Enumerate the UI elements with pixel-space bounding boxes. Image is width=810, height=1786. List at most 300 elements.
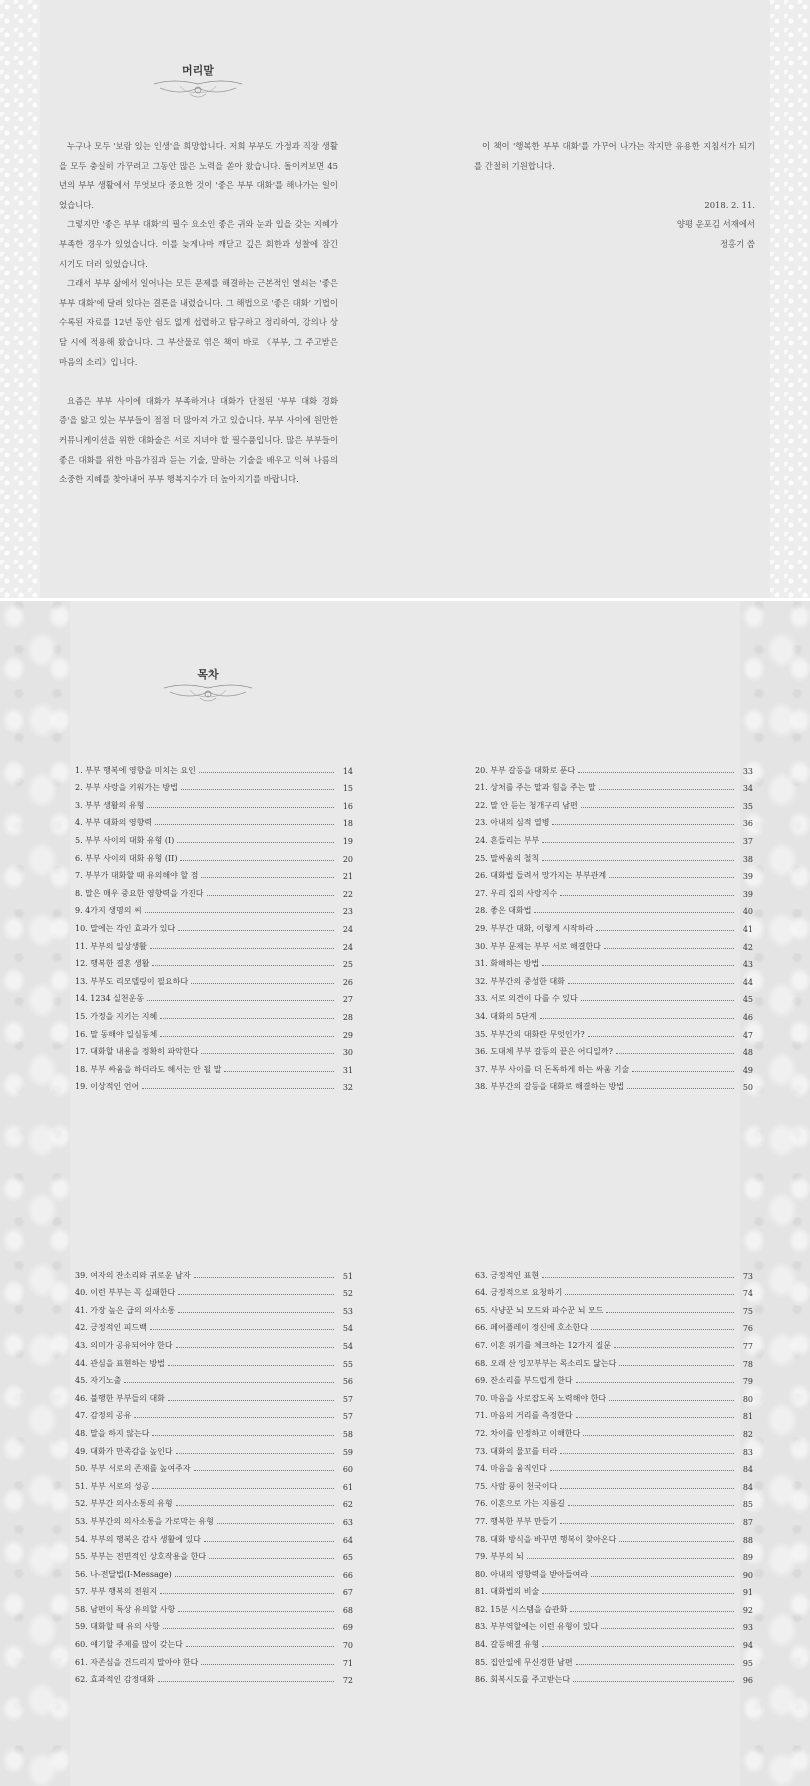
toc-entry-page: 93 bbox=[742, 1623, 753, 1633]
toc-leader-dots bbox=[168, 1365, 334, 1366]
toc-entry-title: 34. 대화의 5단계 bbox=[475, 1011, 537, 1021]
toc-entry-title: 62. 효과적인 감정대화 bbox=[75, 1675, 155, 1685]
toc-leader-dots bbox=[158, 1681, 334, 1682]
toc-entry-title: 26. 대화법 들려서 망가지는 부부관계 bbox=[475, 871, 607, 881]
toc-entry-page: 53 bbox=[342, 1306, 353, 1316]
toc-entry-title: 24. 흔들리는 부부 bbox=[475, 835, 540, 845]
toc-entry-title: 52. 부부간 의사소통의 유형 bbox=[75, 1499, 173, 1509]
toc-leader-dots bbox=[160, 1036, 334, 1037]
toc-entry-page: 59 bbox=[342, 1447, 353, 1457]
toc-entry-title: 57. 부부 행복의 전원지 bbox=[75, 1587, 158, 1597]
toc-entry[interactable] bbox=[75, 1075, 353, 1093]
toc-entry-page: 40 bbox=[742, 907, 753, 917]
toc-entry[interactable] bbox=[75, 1263, 353, 1281]
toc-entry-page: 87 bbox=[742, 1517, 753, 1527]
toc-leader-dots bbox=[583, 1435, 734, 1436]
toc-entry[interactable] bbox=[475, 952, 753, 970]
toc-leader-dots bbox=[542, 842, 734, 843]
toc-leader-dots bbox=[152, 1435, 334, 1436]
toc-entry-title: 37. 부부 사이를 더 돈독하게 하는 싸움 기술 bbox=[475, 1064, 630, 1074]
toc-leader-dots bbox=[596, 930, 734, 931]
toc-entry-page: 57 bbox=[342, 1412, 353, 1422]
toc-entry[interactable] bbox=[475, 1509, 753, 1527]
toc-entry-title: 66. 페어플레이 정신에 호소한다 bbox=[475, 1323, 589, 1333]
toc-entry[interactable] bbox=[75, 952, 353, 970]
toc-leader-dots bbox=[560, 1453, 734, 1454]
toc-entry-title: 32. 부부간의 중성한 대화 bbox=[475, 976, 565, 986]
toc-entry-title: 82. 15분 시스템을 습관화 bbox=[475, 1604, 568, 1614]
toc-entry-title: 78. 대화 방식을 바꾸면 행복이 찾아온다 bbox=[475, 1534, 617, 1544]
toc-entry[interactable] bbox=[75, 846, 353, 864]
toc-leader-dots bbox=[147, 1000, 334, 1001]
toc-entry-title: 10. 말에는 각인 효과가 있다 bbox=[75, 923, 176, 933]
toc-entry-page: 34 bbox=[742, 784, 753, 794]
toc-entry-title: 49. 대화가 만족감을 높인다 bbox=[75, 1446, 173, 1456]
lace-border-right bbox=[770, 0, 810, 598]
toc-entry[interactable] bbox=[475, 1040, 753, 1058]
toc-entry-page: 83 bbox=[742, 1447, 753, 1457]
toc-leader-dots bbox=[194, 1277, 334, 1278]
toc-leader-dots bbox=[178, 1611, 334, 1612]
toc-entry[interactable] bbox=[75, 1351, 353, 1369]
toc-entry-title: 75. 사람 풍이 천국이다 bbox=[475, 1481, 558, 1491]
toc-leader-dots bbox=[191, 983, 334, 984]
toc-entry-page: 84 bbox=[742, 1482, 753, 1492]
toc-leader-dots bbox=[550, 1470, 734, 1471]
toc-leader-dots bbox=[181, 789, 334, 790]
toc-entry-page: 21 bbox=[342, 872, 353, 882]
toc-entry[interactable] bbox=[75, 1439, 353, 1457]
toc-entry[interactable] bbox=[75, 1004, 353, 1022]
toc-leader-dots bbox=[619, 1541, 734, 1542]
preface-title: 머리말 bbox=[182, 64, 214, 77]
toc-entry-title: 50. 부부 서로의 존재를 높여주자 bbox=[75, 1464, 191, 1474]
toc-entry[interactable] bbox=[475, 1457, 753, 1475]
toc-entry-title: 41. 가장 높은 급의 의사소통 bbox=[75, 1305, 176, 1315]
toc-entry-title: 77. 행복한 부부 만들기 bbox=[475, 1516, 558, 1526]
toc-entry[interactable] bbox=[75, 987, 353, 1005]
toc-entry-title: 9. 4가지 생명의 씨 bbox=[75, 906, 142, 916]
toc-entry-title: 70. 마음을 사로잡도록 노력해야 한다 bbox=[475, 1393, 607, 1403]
toc-entry[interactable] bbox=[75, 1615, 353, 1633]
toc-entry-title: 54. 부부의 행복은 감사 생활에 있다 bbox=[75, 1534, 201, 1544]
toc-entry[interactable] bbox=[475, 1404, 753, 1422]
toc-leader-dots bbox=[142, 1088, 334, 1089]
toc-entry[interactable] bbox=[475, 1474, 753, 1492]
toc-entry[interactable] bbox=[75, 1597, 353, 1615]
toc-entry-title: 86. 회복시도를 주고받는다 bbox=[475, 1675, 571, 1685]
toc-entry-title: 2. 부부 사랑을 키워가는 방법 bbox=[75, 783, 178, 793]
toc-entry[interactable] bbox=[475, 987, 753, 1005]
toc-entry[interactable] bbox=[75, 1580, 353, 1598]
toc-leader-dots bbox=[124, 1382, 334, 1383]
preface-page bbox=[0, 0, 810, 598]
toc-leader-dots bbox=[527, 1558, 734, 1559]
toc-entry[interactable] bbox=[75, 1386, 353, 1404]
toc-entry[interactable] bbox=[75, 899, 353, 917]
toc-entry-page: 37 bbox=[742, 836, 753, 846]
toc-entry[interactable] bbox=[475, 1263, 753, 1281]
toc-entry-page: 73 bbox=[742, 1271, 753, 1281]
toc-entry[interactable] bbox=[475, 1615, 753, 1633]
toc-entry-title: 20. 부부 갈등을 대화로 푼다 bbox=[475, 765, 576, 775]
toc-entry[interactable] bbox=[475, 1668, 753, 1686]
toc-entry-title: 53. 부부간의 의사소통을 가로막는 유형 bbox=[75, 1516, 214, 1526]
toc-entry-page: 44 bbox=[742, 977, 753, 987]
toc-entry[interactable] bbox=[475, 1650, 753, 1668]
toc-entry-page: 43 bbox=[742, 960, 753, 970]
toc-entry[interactable] bbox=[475, 1492, 753, 1510]
toc-entry-title: 6. 부부 사이의 대화 유형 (II) bbox=[75, 853, 178, 863]
toc-entry[interactable] bbox=[475, 1580, 753, 1598]
toc-entry-title: 84. 갈등해결 유형 bbox=[475, 1640, 540, 1650]
toc-entry-page: 32 bbox=[342, 1083, 353, 1093]
toc-entry[interactable] bbox=[75, 1333, 353, 1351]
toc-entry-page: 39 bbox=[742, 889, 753, 899]
toc-entry-page: 72 bbox=[342, 1676, 353, 1686]
toc-entry-title: 8. 말은 매우 중요한 영향력을 가진다 bbox=[75, 888, 204, 898]
toc-entry[interactable] bbox=[75, 1545, 353, 1563]
toc-leader-dots bbox=[194, 1470, 334, 1471]
toc-entry-page: 95 bbox=[742, 1658, 753, 1668]
toc-leader-dots bbox=[542, 1277, 734, 1278]
toc-entry-page: 94 bbox=[742, 1641, 753, 1651]
toc-entry[interactable] bbox=[75, 1057, 353, 1075]
toc-leader-dots bbox=[178, 930, 334, 931]
toc-leader-dots bbox=[201, 877, 334, 878]
toc-entry[interactable] bbox=[475, 828, 753, 846]
toc-entry[interactable] bbox=[475, 1369, 753, 1387]
toc-entry[interactable] bbox=[75, 864, 353, 882]
toc-entry[interactable] bbox=[475, 899, 753, 917]
toc-entry-title: 46. 불행한 부부들의 대화 bbox=[75, 1393, 165, 1403]
toc-leader-dots bbox=[609, 877, 734, 878]
preface-date: 2018. 2. 11. bbox=[704, 199, 755, 210]
toc-entry-title: 47. 감정의 공유 bbox=[75, 1411, 132, 1421]
preface-body-right bbox=[474, 137, 755, 255]
toc-entry[interactable] bbox=[475, 793, 753, 811]
toc-leader-dots bbox=[176, 1347, 334, 1348]
toc-leader-dots bbox=[150, 948, 334, 949]
toc-leader-dots bbox=[177, 842, 334, 843]
toc-entry-page: 55 bbox=[342, 1359, 353, 1369]
preface-paragraph: 이 책이 '행복한 부부 대화'를 가꾸어 나가는 작지만 유용한 지침서가 되기를 간절히 기원합니다. bbox=[474, 141, 755, 171]
toc-entry[interactable] bbox=[75, 916, 353, 934]
toc-entry-title: 35. 부부간의 대화란 무엇인가? bbox=[475, 1029, 585, 1039]
toc-leader-dots bbox=[204, 1541, 334, 1542]
toc-entry-title: 31. 화해하는 방법 bbox=[475, 959, 540, 969]
toc-leader-dots bbox=[134, 1417, 334, 1418]
toc-leader-dots bbox=[578, 772, 734, 773]
toc-entry-page: 81 bbox=[742, 1412, 753, 1422]
toc-entry-title: 73. 대화의 물꼬를 터라 bbox=[475, 1446, 558, 1456]
toc-leader-dots bbox=[560, 895, 734, 896]
toc-entry-title: 28. 좋은 대화법 bbox=[475, 906, 532, 916]
preface-paragraph: 그래서 부부 삶에서 일어나는 모든 문제를 해결하는 근본적인 열쇠는 '좋은 부부 대화'에 달려 있다는 결론을 내렸습니다. 그 해법으로 '좋은 대화' 기법이 수록된 자료를 12년 동안 쉼도 없게 섭렵하고 탐구하고 정리하여, 강의나 상담 시에 적용해 왔습니다. 그 부산물로 엮은 책이 바로 《부부, 그 주고받은 마음의 소리》입니다. bbox=[59, 278, 338, 367]
toc-entry[interactable] bbox=[475, 811, 753, 829]
toc-entry-title: 64. 긍정적으로 요청하기 bbox=[475, 1288, 563, 1298]
toc-entry-title: 63. 긍정적인 표현 bbox=[475, 1270, 540, 1280]
toc-entry[interactable] bbox=[75, 1492, 353, 1510]
toc-entry-page: 38 bbox=[742, 854, 753, 864]
toc-leader-dots bbox=[199, 772, 334, 773]
toc-entry[interactable] bbox=[475, 881, 753, 899]
toc-entry-title: 39. 여자의 잔소리와 귀로운 남자 bbox=[75, 1270, 191, 1280]
toc-leader-dots bbox=[576, 1664, 734, 1665]
toc-entry-page: 92 bbox=[742, 1605, 753, 1615]
toc-entry-title: 81. 대화법의 비술 bbox=[475, 1587, 540, 1597]
toc-entry-title: 48. 말을 하지 않는다 bbox=[75, 1428, 150, 1438]
toc-entry[interactable] bbox=[75, 934, 353, 952]
toc-entry-page: 51 bbox=[342, 1271, 353, 1281]
toc-leader-dots bbox=[568, 983, 734, 984]
toc-entry[interactable] bbox=[75, 1421, 353, 1439]
toc-entry[interactable] bbox=[475, 934, 753, 952]
toc-entry[interactable] bbox=[75, 1404, 353, 1422]
toc-entry-page: 16 bbox=[342, 801, 353, 811]
toc-entry-title: 14. 1234 실천운동 bbox=[75, 994, 145, 1004]
toc-entry-title: 42. 긍정적인 피드백 bbox=[75, 1323, 147, 1333]
toc-entry[interactable] bbox=[475, 1004, 753, 1022]
toc-entry-page: 33 bbox=[742, 766, 753, 776]
toc-leader-dots bbox=[599, 789, 734, 790]
toc-entry-page: 26 bbox=[342, 977, 353, 987]
toc-leader-dots bbox=[207, 895, 334, 896]
toc-entry-title: 5. 부부 사이의 대화 유형 (I) bbox=[75, 835, 175, 845]
toc-entry-title: 79. 부부의 뇌 bbox=[475, 1552, 524, 1562]
toc-entry-page: 14 bbox=[342, 766, 353, 776]
toc-entry[interactable] bbox=[75, 1369, 353, 1387]
toc-entry-page: 46 bbox=[742, 1012, 753, 1022]
toc-entry-title: 40. 이런 부부는 꼭 실패한다 bbox=[75, 1288, 176, 1298]
toc-entry-title: 33. 서로 의견이 다를 수 있다 bbox=[475, 994, 578, 1004]
toc-entry-page: 61 bbox=[342, 1482, 353, 1492]
toc-entry-page: 25 bbox=[342, 960, 353, 970]
toc-entry-title: 72. 차이를 인정하고 이해한다 bbox=[475, 1428, 581, 1438]
toc-entry[interactable] bbox=[75, 811, 353, 829]
toc-entry[interactable] bbox=[475, 864, 753, 882]
toc-entry-page: 60 bbox=[342, 1465, 353, 1475]
toc-entry-page: 56 bbox=[342, 1377, 353, 1387]
toc-entry[interactable] bbox=[75, 1457, 353, 1475]
toc-entry-page: 18 bbox=[342, 819, 353, 829]
toc-leader-dots bbox=[570, 1611, 734, 1612]
toc-entry[interactable] bbox=[475, 1075, 753, 1093]
toc-entry[interactable] bbox=[475, 1527, 753, 1545]
toc-entry[interactable] bbox=[75, 969, 353, 987]
toc-entry-page: 42 bbox=[742, 942, 753, 952]
toc-entry-page: 24 bbox=[342, 942, 353, 952]
toc-entry[interactable] bbox=[75, 1316, 353, 1334]
toc-leader-dots bbox=[152, 1488, 334, 1489]
toc-entry-page: 50 bbox=[742, 1083, 753, 1093]
toc-entry-page: 71 bbox=[342, 1658, 353, 1668]
floral-border-left bbox=[0, 601, 70, 1786]
toc-entry[interactable] bbox=[75, 1527, 353, 1545]
toc-entry[interactable] bbox=[475, 969, 753, 987]
toc-entry[interactable] bbox=[475, 758, 753, 776]
toc-leader-dots bbox=[155, 824, 334, 825]
toc-leader-dots bbox=[540, 1018, 734, 1019]
toc-entry-title: 36. 도대체 부부 갈등의 끝은 어디일까? bbox=[475, 1047, 613, 1057]
preface-body-left bbox=[59, 137, 338, 490]
toc-leader-dots bbox=[542, 965, 734, 966]
toc-leader-dots bbox=[591, 1329, 734, 1330]
toc-entry-page: 22 bbox=[342, 889, 353, 899]
toc-entry-page: 77 bbox=[742, 1341, 753, 1351]
toc-entry[interactable] bbox=[475, 1597, 753, 1615]
toc-entry-page: 15 bbox=[342, 784, 353, 794]
toc-entry-title: 38. 부부간의 갈등을 대화로 해결하는 방법 bbox=[475, 1082, 625, 1092]
toc-entry[interactable] bbox=[75, 1562, 353, 1580]
toc-entry-title: 7. 부부가 대화할 때 유의해야 할 점 bbox=[75, 871, 199, 881]
toc-entry-title: 56. 나-전달법(I-Message) bbox=[75, 1569, 172, 1579]
toc-entry-title: 55. 부부는 전면적인 상호작용을 한다 bbox=[75, 1552, 207, 1562]
toc-entry[interactable] bbox=[75, 776, 353, 794]
toc-entry-title: 21. 상처를 주는 말과 힘을 주는 말 bbox=[475, 783, 596, 793]
toc-entry-page: 35 bbox=[742, 801, 753, 811]
preface-place: 양평 운포김 서재에서 bbox=[676, 219, 755, 230]
toc-leader-dots bbox=[209, 1558, 334, 1559]
toc-entry[interactable] bbox=[475, 1057, 753, 1075]
toc-leader-dots bbox=[176, 1505, 334, 1506]
preface-paragraph: 요즘은 부부 사이에 대화가 부족하거나 대화가 단절된 '부부 대화 경화증'을 앓고 있는 부부들이 점점 더 많아져 가고 있습니다. 부부 사이에 원만한 커뮤니케이션을 위한 대화술은 서로 지녀야 할 필수품입니다. 많은 부부들이 좋은 대화를 위한 마음가짐과 듣는 기술, 말하는 기술을 배우고 익혀 나름의 소중한 지혜를 찾아내어 부부 행복지수가 더 높아지기를 바랍니다. bbox=[59, 395, 338, 485]
toc-entry-page: 96 bbox=[742, 1676, 753, 1686]
toc-entry-title: 51. 부부 서로의 성공 bbox=[75, 1481, 150, 1491]
toc-entry-page: 62 bbox=[342, 1500, 353, 1510]
toc-entry-title: 68. 오래 산 잉꼬부부는 목소리도 닮는다 bbox=[475, 1358, 617, 1368]
toc-entry[interactable] bbox=[475, 1386, 753, 1404]
toc-entry-page: 29 bbox=[342, 1030, 353, 1040]
toc-entry-page: 78 bbox=[742, 1359, 753, 1369]
toc-entry-title: 83. 부부역할에는 이런 유형이 있다 bbox=[475, 1622, 599, 1632]
toc-leader-dots bbox=[217, 1523, 334, 1524]
toc-leader-dots bbox=[632, 1071, 734, 1072]
toc-entry[interactable] bbox=[75, 1509, 353, 1527]
toc-entry-title: 61. 자존심을 건드리지 말아야 한다 bbox=[75, 1657, 199, 1667]
toc-entry[interactable] bbox=[75, 828, 353, 846]
toc-entry-page: 20 bbox=[342, 854, 353, 864]
toc-leader-dots bbox=[619, 1365, 734, 1366]
toc-entry-page: 66 bbox=[342, 1570, 353, 1580]
toc-leader-dots bbox=[542, 1593, 734, 1594]
toc-entry[interactable] bbox=[75, 1022, 353, 1040]
toc-entry-title: 58. 남편이 특상 유의할 사항 bbox=[75, 1604, 176, 1614]
toc-entry-title: 69. 잔소리를 부드럽게 한다 bbox=[475, 1376, 573, 1386]
toc-leader-dots bbox=[180, 860, 334, 861]
toc-entry[interactable] bbox=[75, 1668, 353, 1686]
toc-entry-title: 71. 마음의 거리를 측정한다 bbox=[475, 1411, 573, 1421]
toc-leader-dots bbox=[560, 1488, 734, 1489]
toc-entry-page: 54 bbox=[342, 1341, 353, 1351]
toc-entry-page: 52 bbox=[342, 1289, 353, 1299]
toc-leader-dots bbox=[534, 912, 734, 913]
toc-entry[interactable] bbox=[475, 1281, 753, 1299]
toc-entry[interactable] bbox=[75, 1040, 353, 1058]
toc-entry[interactable] bbox=[475, 1545, 753, 1563]
toc-entry-title: 60. 얘기할 주제를 많이 갖는다 bbox=[75, 1640, 183, 1650]
lace-border-left bbox=[0, 0, 40, 598]
toc-entry-title: 45. 자기노출 bbox=[75, 1376, 122, 1386]
toc-entry-page: 70 bbox=[342, 1641, 353, 1651]
toc-entry-title: 59. 대화할 때 유의 사항 bbox=[75, 1622, 160, 1632]
toc-leader-dots bbox=[581, 807, 734, 808]
toc-leader-dots bbox=[581, 1000, 734, 1001]
toc-entry-title: 18. 부부 싸움을 하더라도 해서는 안 될 말 bbox=[75, 1064, 222, 1074]
toc-entry[interactable] bbox=[75, 758, 353, 776]
toc-leader-dots bbox=[201, 1664, 334, 1665]
toc-entry-title: 17. 대화할 내용을 정확히 파악한다 bbox=[75, 1047, 199, 1057]
toc-entry-page: 90 bbox=[742, 1570, 753, 1580]
toc-entry[interactable] bbox=[475, 846, 753, 864]
toc-entry[interactable] bbox=[475, 1022, 753, 1040]
toc-entry[interactable] bbox=[475, 776, 753, 794]
toc-entry[interactable] bbox=[475, 1632, 753, 1650]
toc-entry[interactable] bbox=[75, 881, 353, 899]
toc-leader-dots bbox=[591, 1576, 734, 1577]
toc-entry[interactable] bbox=[475, 1298, 753, 1316]
toc-leader-dots bbox=[168, 1400, 334, 1401]
toc-entry[interactable] bbox=[75, 1298, 353, 1316]
toc-entry-title: 1. 부부 행복에 영향을 미치는 요인 bbox=[75, 765, 196, 775]
toc-entry-page: 24 bbox=[342, 924, 353, 934]
toc-entry-page: 68 bbox=[342, 1605, 353, 1615]
toc-leader-dots bbox=[616, 1053, 734, 1054]
toc-entry[interactable] bbox=[75, 793, 353, 811]
toc-entry-page: 58 bbox=[342, 1429, 353, 1439]
toc-entry-page: 82 bbox=[742, 1429, 753, 1439]
toc-entry-page: 65 bbox=[342, 1553, 353, 1563]
toc-entry-title: 4. 부부 대화의 영향력 bbox=[75, 818, 153, 828]
toc-leader-dots bbox=[201, 1053, 334, 1054]
toc-entry-title: 27. 우리 집의 사랑지수 bbox=[475, 888, 558, 898]
toc-column-4 bbox=[475, 1263, 753, 1685]
toc-entry[interactable] bbox=[75, 1474, 353, 1492]
toc-entry-page: 54 bbox=[342, 1324, 353, 1334]
toc-leader-dots bbox=[147, 807, 334, 808]
toc-entry[interactable] bbox=[75, 1632, 353, 1650]
toc-entry[interactable] bbox=[475, 1333, 753, 1351]
toc-entry-page: 85 bbox=[742, 1500, 753, 1510]
toc-entry-title: 19. 이상적인 언어 bbox=[75, 1082, 140, 1092]
toc-entry[interactable] bbox=[475, 916, 753, 934]
toc-entry[interactable] bbox=[475, 1421, 753, 1439]
toc-entry-page: 84 bbox=[742, 1465, 753, 1475]
toc-entry[interactable] bbox=[475, 1351, 753, 1369]
toc-entry-page: 79 bbox=[742, 1377, 753, 1387]
toc-entry[interactable] bbox=[475, 1562, 753, 1580]
toc-entry-title: 76. 이혼으로 가는 지름길 bbox=[475, 1499, 565, 1509]
toc-leader-dots bbox=[604, 948, 734, 949]
toc-entry-title: 22. 말 안 듣는 청개구리 남편 bbox=[475, 800, 578, 810]
toc-entry-page: 89 bbox=[742, 1553, 753, 1563]
toc-entry-page: 23 bbox=[342, 907, 353, 917]
toc-entry-title: 23. 아내의 심적 열병 bbox=[475, 818, 550, 828]
toc-entry-page: 88 bbox=[742, 1535, 753, 1545]
toc-entry-title: 67. 이혼 위기를 체크하는 12가지 질문 bbox=[475, 1340, 612, 1350]
toc-entry[interactable] bbox=[475, 1439, 753, 1457]
toc-column-2 bbox=[475, 758, 753, 1092]
toc-leader-dots bbox=[152, 965, 334, 966]
toc-leader-dots bbox=[568, 1505, 734, 1506]
toc-entry-page: 74 bbox=[742, 1289, 753, 1299]
toc-entry-page: 63 bbox=[342, 1517, 353, 1527]
toc-entry-page: 91 bbox=[742, 1588, 753, 1598]
toc-entry[interactable] bbox=[75, 1281, 353, 1299]
toc-entry[interactable] bbox=[475, 1316, 753, 1334]
toc-entry[interactable] bbox=[75, 1650, 353, 1668]
toc-entry-title: 13. 부부도 리모델링이 필요하다 bbox=[75, 976, 189, 986]
